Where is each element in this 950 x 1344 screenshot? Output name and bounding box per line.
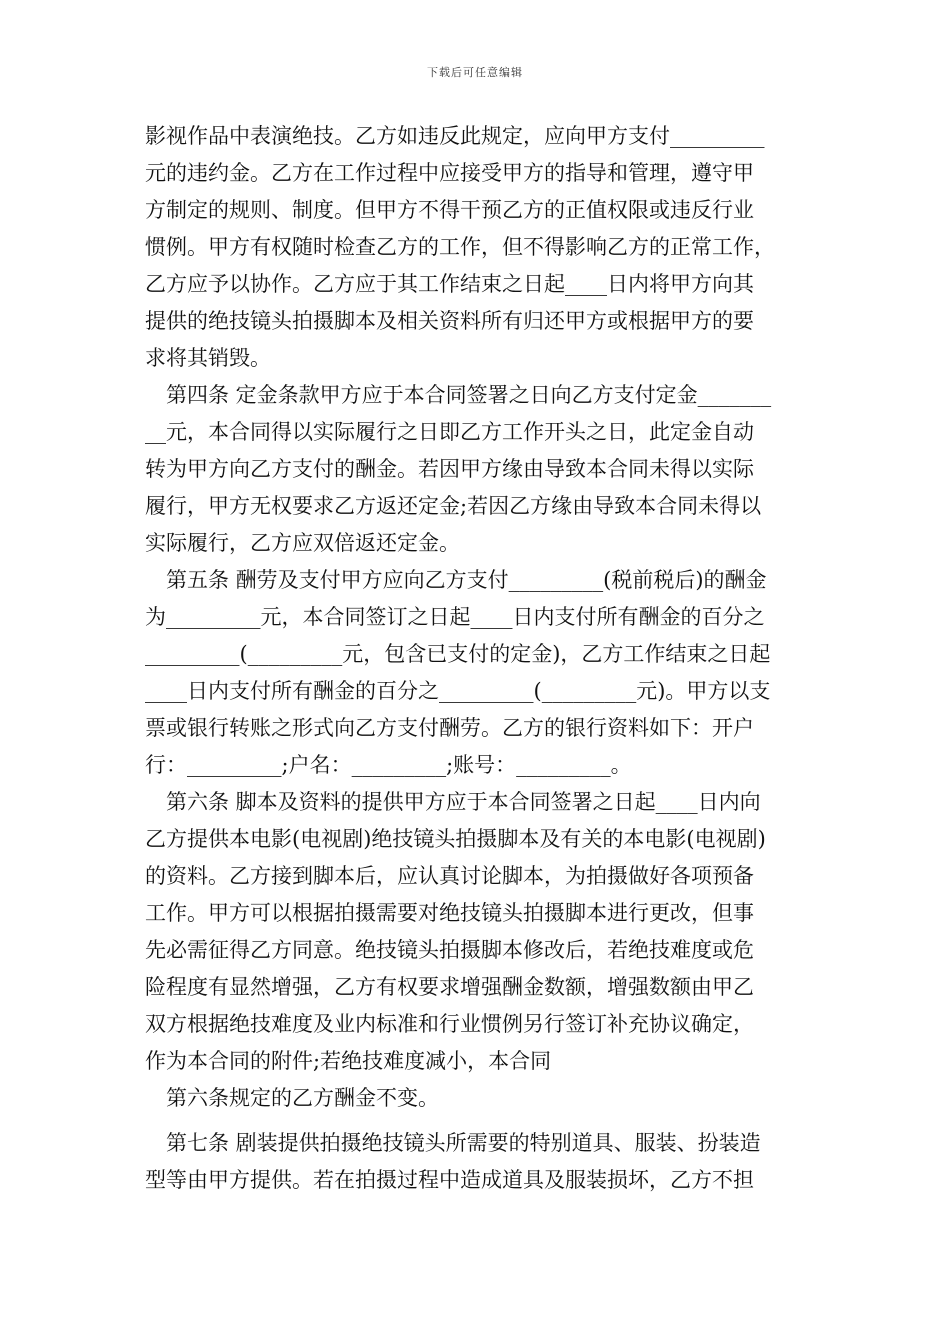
text-line: 影视作品中表演绝技。乙方如违反此规定，应向甲方支付_________ <box>145 124 765 148</box>
text-line: 元的违约金。乙方在工作过程中应接受甲方的指导和管理，遵守甲 <box>145 161 754 185</box>
text-line: __元，本合同得以实际履行之日即乙方工作开头之日，此定金自动 <box>145 420 754 444</box>
text-line: _________(_________元，包含已支付的定金)，乙方工作结束之日起 <box>145 642 771 666</box>
article-7-line: 第七条 剧装提供拍摄绝技镜头所需要的特别道具、服装、扮装造 <box>166 1131 761 1155</box>
text-line: 乙方应予以协作。乙方应于其工作结束之日起____日内将甲方向其 <box>145 272 754 296</box>
text-line: 的资料。乙方接到脚本后，应认真讨论脚本，为拍摄做好各项预备 <box>145 864 754 888</box>
text-line: 第六条规定的乙方酬金不变。 <box>166 1086 439 1110</box>
text-line: 实际履行，乙方应双倍返还定金。 <box>145 531 460 555</box>
text-line: 为_________元，本合同签订之日起____日内支付所有酬金的百分之 <box>145 605 765 629</box>
text-line: ____日内支付所有酬金的百分之_________(_________元)。甲方以支 <box>145 679 771 703</box>
text-line: 工作。甲方可以根据拍摄需要对绝技镜头拍摄脚本进行更改，但事 <box>145 901 754 925</box>
article-5-line: 第五条 酬劳及支付甲方应向乙方支付_________(税前税后)的酬金 <box>166 568 767 592</box>
text-line: 行：_________;户名：_________;账号：_________。 <box>145 753 632 777</box>
text-line: 方制定的规则、制度。但甲方不得干预乙方的正值权限或违反行业 <box>145 198 754 222</box>
text-line: 作为本合同的附件;若绝技难度减小，本合同 <box>145 1049 552 1073</box>
text-line: 求将其销毁。 <box>145 346 271 370</box>
text-line: 先必需征得乙方同意。绝技镜头拍摄脚本修改后，若绝技难度或危 <box>145 938 754 962</box>
text-line: 双方根据绝技难度及业内标准和行业惯例另行签订补充协议确定， <box>145 1012 754 1036</box>
text-line: 险程度有显然增强，乙方有权要求增强酬金数额，增强数额由甲乙 <box>145 975 754 999</box>
text-line: 履行，甲方无权要求乙方返还定金;若因乙方缘由导致本合同未得以 <box>145 494 762 518</box>
text-line: 提供的绝技镜头拍摄脚本及相关资料所有归还甲方或根据甲方的要 <box>145 309 754 333</box>
text-line: 乙方提供本电影(电视剧)绝技镜头拍摄脚本及有关的本电影(电视剧) <box>145 827 766 851</box>
article-6-line: 第六条 脚本及资料的提供甲方应于本合同签署之日起____日内向 <box>166 790 761 814</box>
page-header: 下载后可任意编辑 <box>427 66 523 79</box>
text-line: 票或银行转账之形式向乙方支付酬劳。乙方的银行资料如下：开户 <box>145 716 754 740</box>
text-line: 惯例。甲方有权随时检查乙方的工作，但不得影响乙方的正常工作， <box>145 235 775 259</box>
text-line: 型等由甲方提供。若在拍摄过程中造成道具及服装损坏，乙方不担 <box>145 1168 754 1192</box>
document-body <box>145 118 807 1199</box>
text-line: 转为甲方向乙方支付的酬金。若因甲方缘由导致本合同未得以实际 <box>145 457 754 481</box>
article-4-line: 第四条 定金条款甲方应于本合同签署之日向乙方支付定金_______ <box>166 383 772 407</box>
